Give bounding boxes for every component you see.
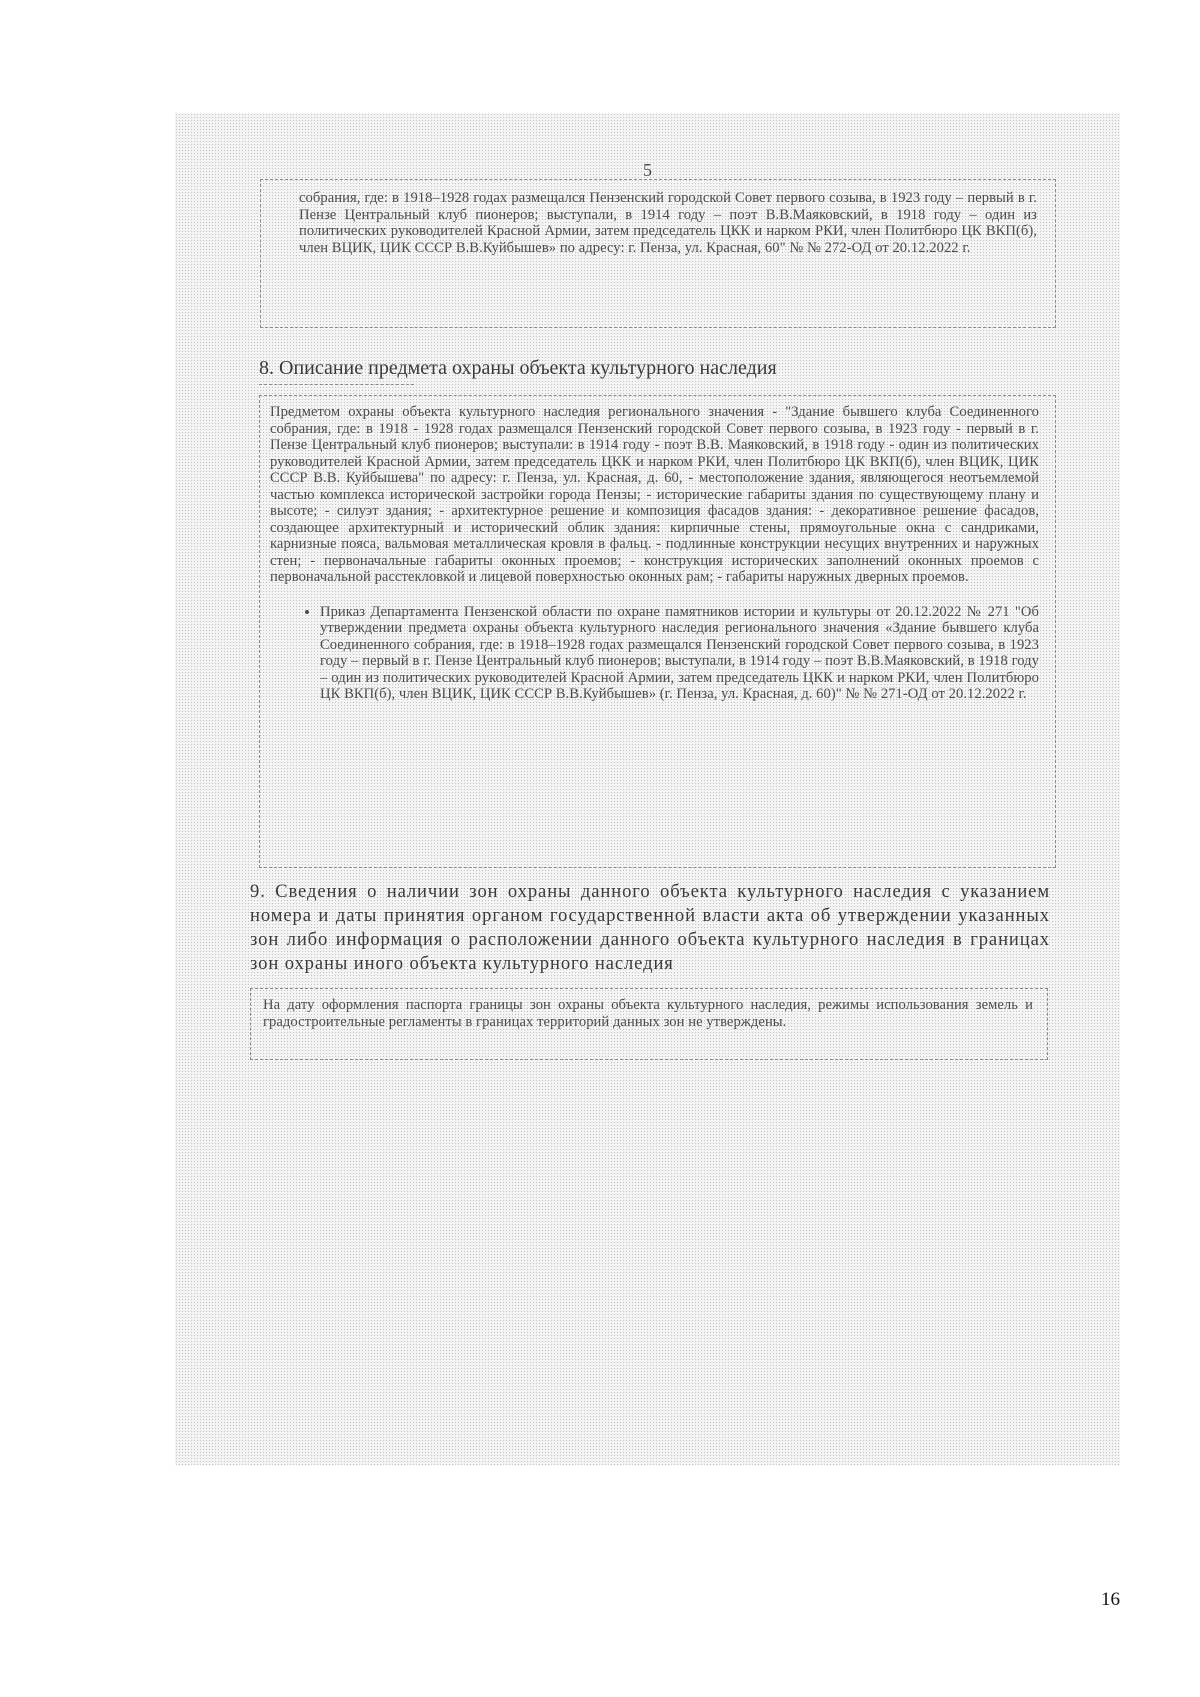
scanned-page — [175, 113, 1120, 1465]
inner-page-number: 5 — [643, 160, 652, 180]
section8-heading-rule — [259, 384, 414, 385]
section8-heading: 8. Описание предмета охраны объекта культурного наследия — [259, 357, 777, 379]
section8-order-item: • Приказ Департамента Пензенской области по охране памятников истории и культуры от 20.12.2022 № 271 "Об утверждении предмета охраны объекта культурного наследия регионального значения «Здание бывшего клуба Соединенного собрания, где: в 1918–1928 годах размещался Пензенский городской Совет первого созыва, в 1923 году – первый в г. Пензе Центральный клуб пионеров; выступали, в 1914 году – поэт В.В.Маяковский, в 1918 году – один из политических руководителей Красной Армии, затем председатель ЦКК и нарком РКИ, член Политбюро ЦК ВКП(б), член ВЦИК, ЦИК СССР В.В.Куйбышев» (г. Пенза, ул. Красная, д. 60)" № № 271-ОД от 20.12.2022 г. — [320, 604, 1039, 703]
section7-continuation-box — [260, 179, 1056, 328]
section7-continuation-text: собрания, где: в 1918–1928 годах размещался Пензенский городской Совет первого созыва, в 1923 году – первый в г. Пензе Центральный клуб пионеров; выступали, в 1914 году – поэт В.В.Маяковский, в 1918 году – один из политических руководителей Красной Армии, затем председатель ЦКК и нарком РКИ, член Политбюро ЦК ВКП(б), член ВЦИК, ЦИК СССР В.В.Куйбышев» по адресу: г. Пенза, ул. Красная, 60" № № 272-ОД от 20.12.2022 г. — [299, 190, 1037, 256]
page-number: 16 — [1101, 1589, 1120, 1610]
section9-text: На дату оформления паспорта границы зон охраны объекта культурного наследия, режимы использования земель и градостроительные регламенты в границах территорий данных зон не утверждены. — [263, 997, 1033, 1030]
section8-orders-list — [270, 604, 1039, 703]
section9-box — [250, 988, 1048, 1060]
section9-heading: 9. Сведения о наличии зон охраны данного объекта культурного наследия с указанием номера и даты принятия органом государственной власти акта об утверждении указанных зон либо информация о расположении данного объекта культурного наследия в границах зон охраны иного объекта культурного наследия — [250, 881, 1050, 974]
section8-box — [259, 395, 1056, 868]
section8-text: Предметом охраны объекта культурного наследия регионального значения - "Здание бывшего клуба Соединенного собрания, где: в 1918 - 1928 годах размещался Пензенский городской Совет первого созыва, в 1923 году - первый в г. Пензе Центральный клуб пионеров; выступали: в 1914 году - поэт В.В. Маяковский, в 1918 году - один из политических руководителей Красной Армии, затем председатель ЦКК и нарком РКИ, член Политбюро ЦК ВКП(б), член ВЦИК, ЦИК СССР В.В. Куйбышева" по адресу: г. Пенза, ул. Красная, д. 60, - местоположение здания, являющегося неотъемлемой частью комплекса исторической застройки города Пензы; - исторические габариты здания по существующему плану и высоте; - силуэт здания; - архитектурное решение и композиция фасадов здания: - декоративное решение фасадов, создающее архитектурный и исторический облик здания: кирпичные стены, прямоугольные окна с сандриками, карнизные пояса, вальмовая металлическая кровля в фальц. - подлинные конструкции несущих внутренних и наружных стен; - первоначальные габариты оконных проемов; - конструкция исторических заполнений оконных проемов с первоначальной расстекловкой и лицевой поверхностью оконных рам; - габариты наружных дверных проемов. — [270, 404, 1039, 585]
